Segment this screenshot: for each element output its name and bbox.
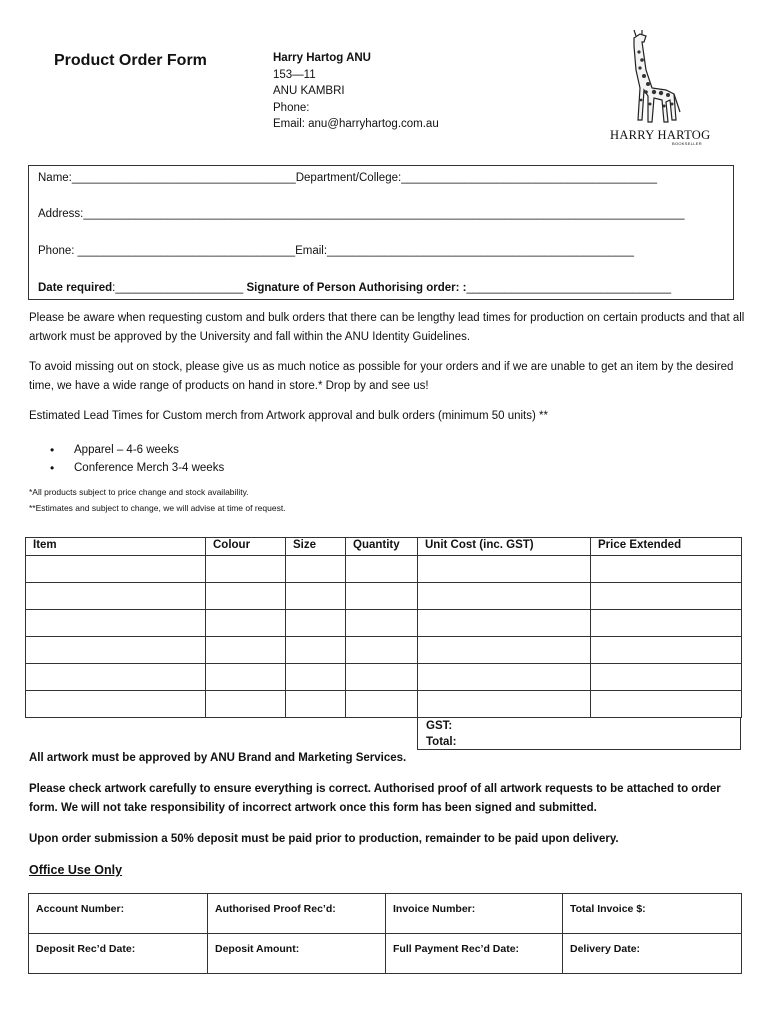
table-cell[interactable]	[26, 583, 206, 610]
deposit-date-cell[interactable]: Deposit Rec’d Date:	[29, 934, 208, 974]
footnote: *All products subject to price change and stock availability.	[29, 487, 249, 497]
table-cell[interactable]	[206, 583, 286, 610]
table-cell[interactable]	[591, 556, 742, 583]
logo-subtext: BOOKSELLER	[672, 141, 702, 146]
company-name: Harry Hartog ANU	[273, 52, 371, 64]
table-cell[interactable]	[418, 556, 591, 583]
column-header: Quantity	[346, 538, 418, 556]
authorised-proof-cell[interactable]: Authorised Proof Rec’d:	[208, 894, 386, 934]
email-line: Email: anu@harryhartog.com.au	[273, 118, 439, 130]
lead-times-list	[50, 441, 224, 477]
column-header: Unit Cost (inc. GST)	[418, 538, 591, 556]
name-department-field[interactable]: Name:___________________________________Department/College:________________________________________	[38, 172, 658, 184]
store-address	[273, 50, 439, 133]
address-line: 153—11	[273, 68, 316, 81]
phone-email-field[interactable]: Phone: __________________________________Email:________________________________________________	[38, 245, 635, 257]
table-cell[interactable]	[591, 583, 742, 610]
table-cell[interactable]	[286, 556, 346, 583]
table-cell[interactable]	[286, 637, 346, 664]
table-cell[interactable]	[26, 556, 206, 583]
table-cell[interactable]	[206, 610, 286, 637]
column-header: Size	[286, 538, 346, 556]
date-required-label: Date required	[38, 282, 113, 294]
signature-label: Signature of Person Authorising order: :	[246, 282, 467, 294]
giraffe-icon	[606, 30, 710, 130]
table-cell[interactable]	[286, 583, 346, 610]
table-cell[interactable]	[286, 664, 346, 691]
account-number-cell[interactable]: Account Number:	[29, 894, 208, 934]
date-required-blank[interactable]: :____________________	[112, 282, 244, 294]
table-cell[interactable]	[591, 664, 742, 691]
address-field[interactable]: Address:______________________________________________________________________________________________	[38, 208, 685, 220]
table-row	[26, 556, 742, 583]
list-item: • Conference Merch 3-4 weeks	[50, 459, 224, 477]
harry-hartog-logo	[606, 30, 710, 150]
table-cell[interactable]	[206, 691, 286, 718]
deposit-amount-cell[interactable]: Deposit Amount:	[208, 934, 386, 974]
table-row	[29, 934, 742, 974]
table-cell[interactable]	[418, 583, 591, 610]
table-cell[interactable]	[418, 691, 591, 718]
table-row	[26, 664, 742, 691]
table-cell[interactable]	[346, 610, 418, 637]
table-cell[interactable]	[26, 610, 206, 637]
table-cell[interactable]	[26, 691, 206, 718]
table-cell[interactable]	[26, 664, 206, 691]
invoice-number-cell[interactable]: Invoice Number:	[386, 894, 563, 934]
gst-label: GST:	[426, 720, 453, 732]
delivery-date-cell[interactable]: Delivery Date:	[563, 934, 742, 974]
table-cell[interactable]	[346, 556, 418, 583]
table-row	[26, 691, 742, 718]
table-cell[interactable]	[286, 610, 346, 637]
table-row	[26, 637, 742, 664]
office-use-heading: Office Use Only	[29, 863, 123, 877]
full-payment-date-cell[interactable]: Full Payment Rec’d Date:	[386, 934, 563, 974]
table-cell[interactable]	[346, 691, 418, 718]
table-cell[interactable]	[346, 583, 418, 610]
lead-times-heading: Estimated Lead Times for Custom merch from Artwork approval and bulk orders (minimum 50 units) **	[29, 410, 548, 422]
table-cell[interactable]	[418, 664, 591, 691]
signature-blank[interactable]: ________________________________	[466, 282, 672, 294]
order-table	[25, 537, 742, 718]
customer-details-box	[28, 165, 734, 300]
table-cell[interactable]	[591, 691, 742, 718]
total-invoice-cell[interactable]: Total Invoice $:	[563, 894, 742, 934]
table-cell[interactable]	[206, 556, 286, 583]
table-cell[interactable]	[26, 637, 206, 664]
table-cell[interactable]	[206, 664, 286, 691]
table-cell[interactable]	[346, 664, 418, 691]
table-cell[interactable]	[346, 637, 418, 664]
table-cell[interactable]	[418, 610, 591, 637]
column-header: Item	[26, 538, 206, 556]
stock-notice: To avoid missing out on stock, please give us as much notice as possible for your orders and if we are unable to get an item by the desired time, we have a wide range of products on hand in store.* Drop by and see us!	[29, 361, 734, 392]
table-row	[29, 894, 742, 934]
totals-box[interactable]	[417, 718, 741, 750]
office-use-table	[28, 893, 742, 974]
column-header: Price Extended	[591, 538, 742, 556]
address-line: ANU KAMBRI	[273, 85, 345, 97]
table-row	[26, 610, 742, 637]
date-signature-field[interactable]	[38, 282, 671, 294]
phone-line: Phone:	[273, 101, 310, 114]
logo-text: HARRY HARTOG	[610, 128, 711, 142]
table-cell[interactable]	[591, 637, 742, 664]
table-cell[interactable]	[591, 610, 742, 637]
artwork-approval-note: All artwork must be approved by ANU Brand and Marketing Services.	[29, 752, 407, 764]
page-title: Product Order Form	[54, 52, 207, 69]
table-row	[26, 583, 742, 610]
deposit-note: Upon order submission a 50% deposit must be paid prior to production, remainder to be paid upon delivery.	[29, 833, 619, 845]
lead-time-notice: Please be aware when requesting custom and bulk orders that there can be lengthy lead times for production on certain products and that all artwork must be approved by the University and fall within the ANU Identity Guidelines.	[29, 312, 745, 343]
table-cell[interactable]	[206, 637, 286, 664]
table-header-row	[26, 538, 742, 556]
table-cell[interactable]	[286, 691, 346, 718]
list-item: • Apparel – 4-6 weeks	[50, 441, 224, 459]
table-cell[interactable]	[418, 637, 591, 664]
artwork-check-note: Please check artwork carefully to ensure everything is correct. Authorised proof of all artwork requests to be attached to order form. We will not take responsibility of incorrect artwork once this form has been signed and submitted.	[29, 783, 721, 814]
footnote: **Estimates and subject to change, we will advise at time of request.	[29, 503, 286, 513]
total-label: Total:	[426, 736, 457, 748]
column-header: Colour	[206, 538, 286, 556]
